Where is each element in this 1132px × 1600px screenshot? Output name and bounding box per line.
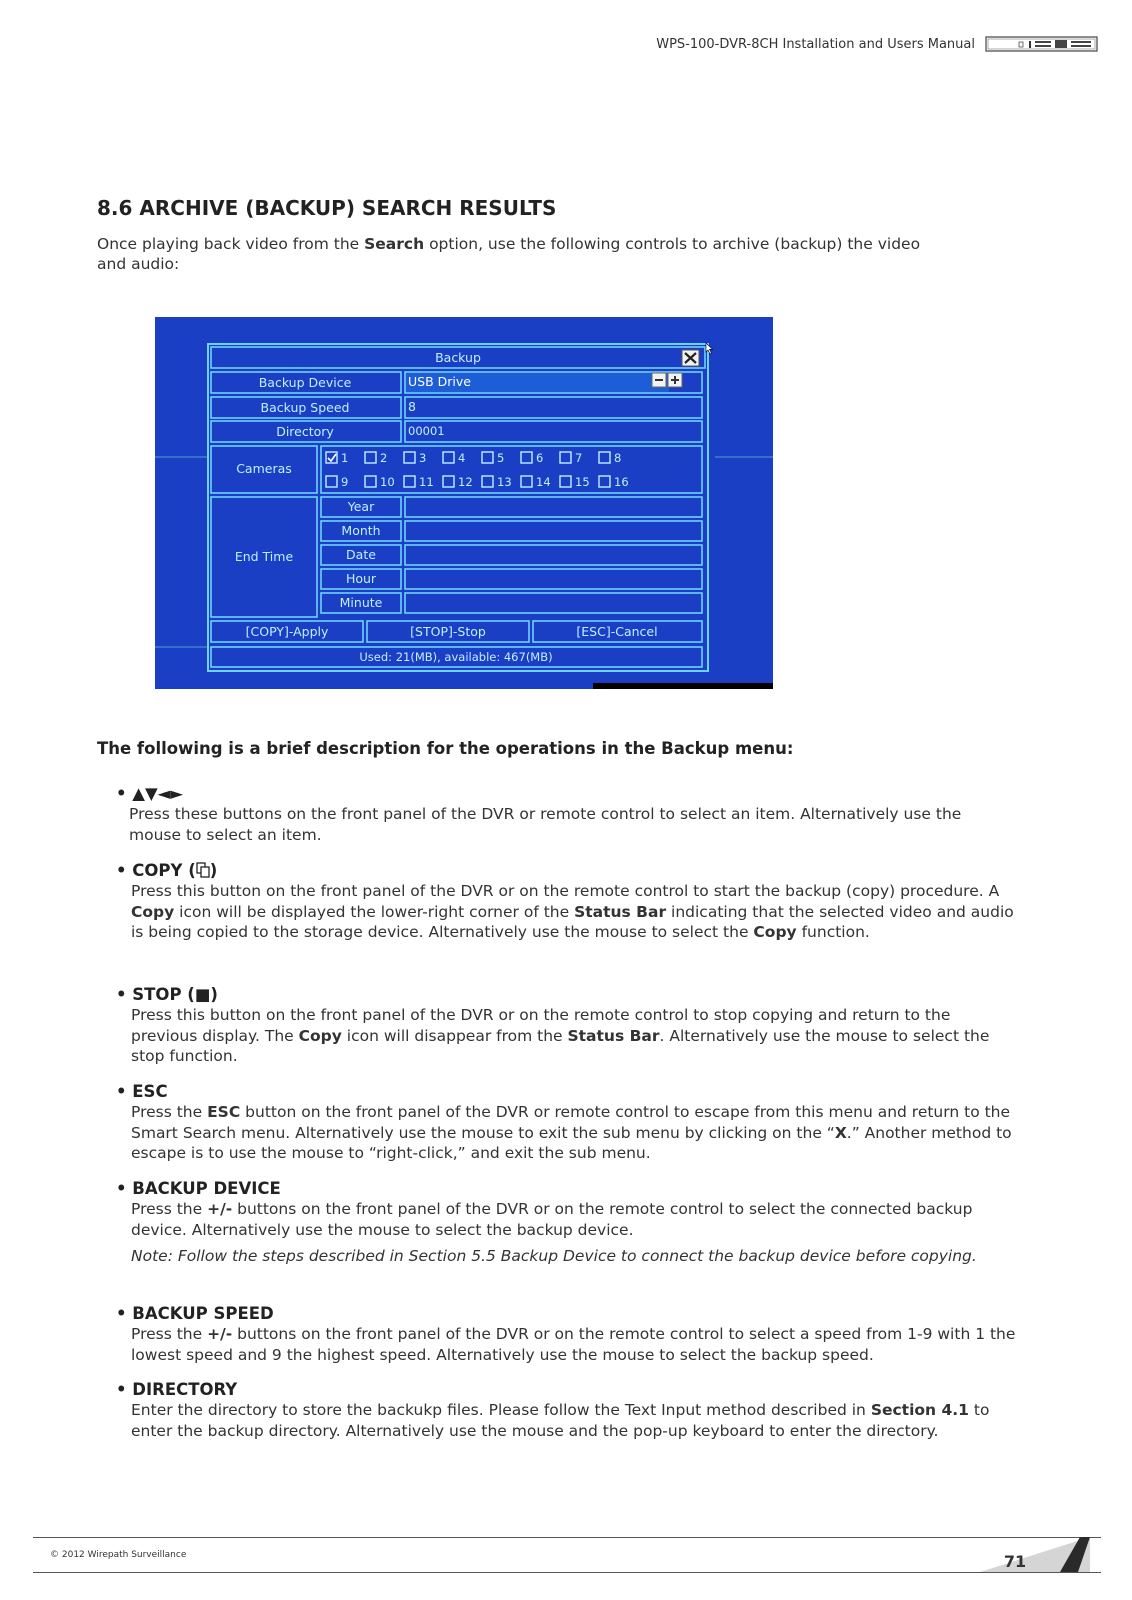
directory-body: Enter the directory to store the backukp files. Please follow the Text Input method described in Section 4.1 to enter the backup directory. Alternatively use the mouse and the pop-up keyboard to enter the directory.	[131, 1401, 990, 1440]
backup-device-body: Press the +/- buttons on the front panel of the DVR or on the remote control to select the connected backup device. Alternatively use the mouse to select the backup device.	[131, 1200, 973, 1239]
stop-title: • STOP (■)	[116, 985, 218, 1004]
esc-title: • ESC	[116, 1082, 168, 1101]
backup-dialog-screenshot	[155, 317, 773, 689]
item-backup-speed	[116, 1303, 1016, 1365]
close-icon	[682, 350, 699, 366]
copyright: © 2012 Wirepath Surveillance	[50, 1550, 187, 1560]
cameras-label: Cameras	[236, 461, 292, 476]
arrows-body: Press these buttons on the front panel of the DVR or remote control to select an item. Alternatively use the mouse to select an item.	[129, 805, 962, 844]
camera-16-label: 16	[614, 475, 629, 489]
camera-13-label: 13	[497, 475, 512, 489]
section-title: 8.6 ARCHIVE (BACKUP) SEARCH RESULTS	[97, 196, 557, 220]
item-arrows	[116, 783, 1016, 845]
end-time-year-label: Year	[347, 499, 375, 514]
copy-body: Press this button on the front panel of the DVR or on the remote control to start the backup (copy) procedure. A Copy icon will be displayed the lower-right corner of the Status Bar indicating that the selected video and audio is being copied to the storage device. Alternatively use the mouse to select the Copy function.	[131, 882, 1014, 941]
copy-icon	[196, 862, 210, 878]
item-copy	[116, 860, 1016, 943]
camera-7-label: 7	[575, 451, 583, 465]
camera-4-label: 4	[458, 451, 466, 465]
item-backup-device	[116, 1178, 1016, 1267]
page-number: 71	[1003, 1552, 1027, 1571]
camera-15-label: 15	[575, 475, 590, 489]
camera-8-label: 8	[614, 451, 622, 465]
header-title: WPS-100-DVR-8CH Installation and Users Manual	[656, 37, 975, 52]
directory-title: • DIRECTORY	[116, 1380, 238, 1399]
backup-device-value: USB Drive	[408, 374, 471, 389]
directory-value: 00001	[408, 424, 445, 438]
end-time-month-label: Month	[341, 523, 381, 538]
backup-device-note: Note: Follow the steps described in Section 5.5 Backup Device to connect the backup device before copying.	[131, 1247, 977, 1265]
backup-speed-title: • BACKUP SPEED	[116, 1304, 274, 1323]
camera-2-label: 2	[380, 451, 388, 465]
camera-6-label: 6	[536, 451, 544, 465]
backup-device-label: Backup Device	[258, 375, 352, 390]
end-time-hour-label: Hour	[345, 571, 377, 586]
backup-speed-body: Press the +/- buttons on the front panel of the DVR or on the remote control to select a speed from 1-9 with 1 the lowest speed and 9 the highest speed. Alternatively use the mouse to select the backup speed.	[131, 1325, 1016, 1364]
directory-label: Directory	[276, 424, 334, 439]
camera-3-label: 3	[419, 451, 427, 465]
camera-11-label: 11	[419, 475, 434, 489]
camera-9-label: 9	[341, 475, 349, 489]
footer-divider	[33, 1537, 1101, 1538]
footer-divider-bottom	[33, 1572, 1101, 1573]
camera-10-label: 10	[380, 475, 395, 489]
dialog-title: Backup	[435, 350, 481, 365]
item-stop	[116, 984, 1016, 1067]
backup-device-title: • BACKUP DEVICE	[116, 1179, 281, 1198]
backup-speed-value: 8	[408, 399, 416, 414]
plus-icon	[668, 373, 682, 387]
copy-title: • COPY ( )	[116, 861, 218, 880]
intro-paragraph: Once playing back video from the Search option, use the following controls to archive (backup) the video and audio:	[97, 235, 921, 273]
camera-1-label: 1	[341, 451, 349, 465]
item-directory	[116, 1379, 1016, 1441]
end-time-minute-label: Minute	[339, 595, 383, 610]
dvr-device-icon	[985, 35, 1099, 53]
stop-body: Press this button on the front panel of the DVR or on the remote control to stop copying and return to the previous display. The Copy icon will disappear from the Status Bar. Alternatively use the mouse to select the stop function.	[131, 1006, 990, 1065]
apply-button-label: [COPY]-Apply	[245, 624, 329, 639]
arrows-title: • ▲▼◄►	[116, 784, 184, 803]
dialog-status: Used: 21(MB), available: 467(MB)	[359, 650, 553, 664]
item-esc	[116, 1081, 1016, 1164]
end-time-label: End Time	[234, 549, 294, 564]
cancel-button-label: [ESC]-Cancel	[576, 624, 658, 639]
list-title: The following is a brief description for the operations in the Backup menu:	[97, 739, 794, 758]
camera-12-label: 12	[458, 475, 473, 489]
camera-14-label: 14	[536, 475, 551, 489]
backup-speed-label: Backup Speed	[260, 400, 350, 415]
minus-icon	[652, 373, 666, 387]
stop-button-label: [STOP]-Stop	[410, 624, 486, 639]
camera-5-label: 5	[497, 451, 505, 465]
end-time-date-label: Date	[346, 547, 376, 562]
esc-body: Press the ESC button on the front panel of the DVR or remote control to escape from this menu and return to the Smart Search menu. Alternatively use the mouse to exit the sub menu by clicking on the “X.” Another method to escape is to use the mouse to “right-click,” and exit the sub menu.	[131, 1103, 1012, 1162]
